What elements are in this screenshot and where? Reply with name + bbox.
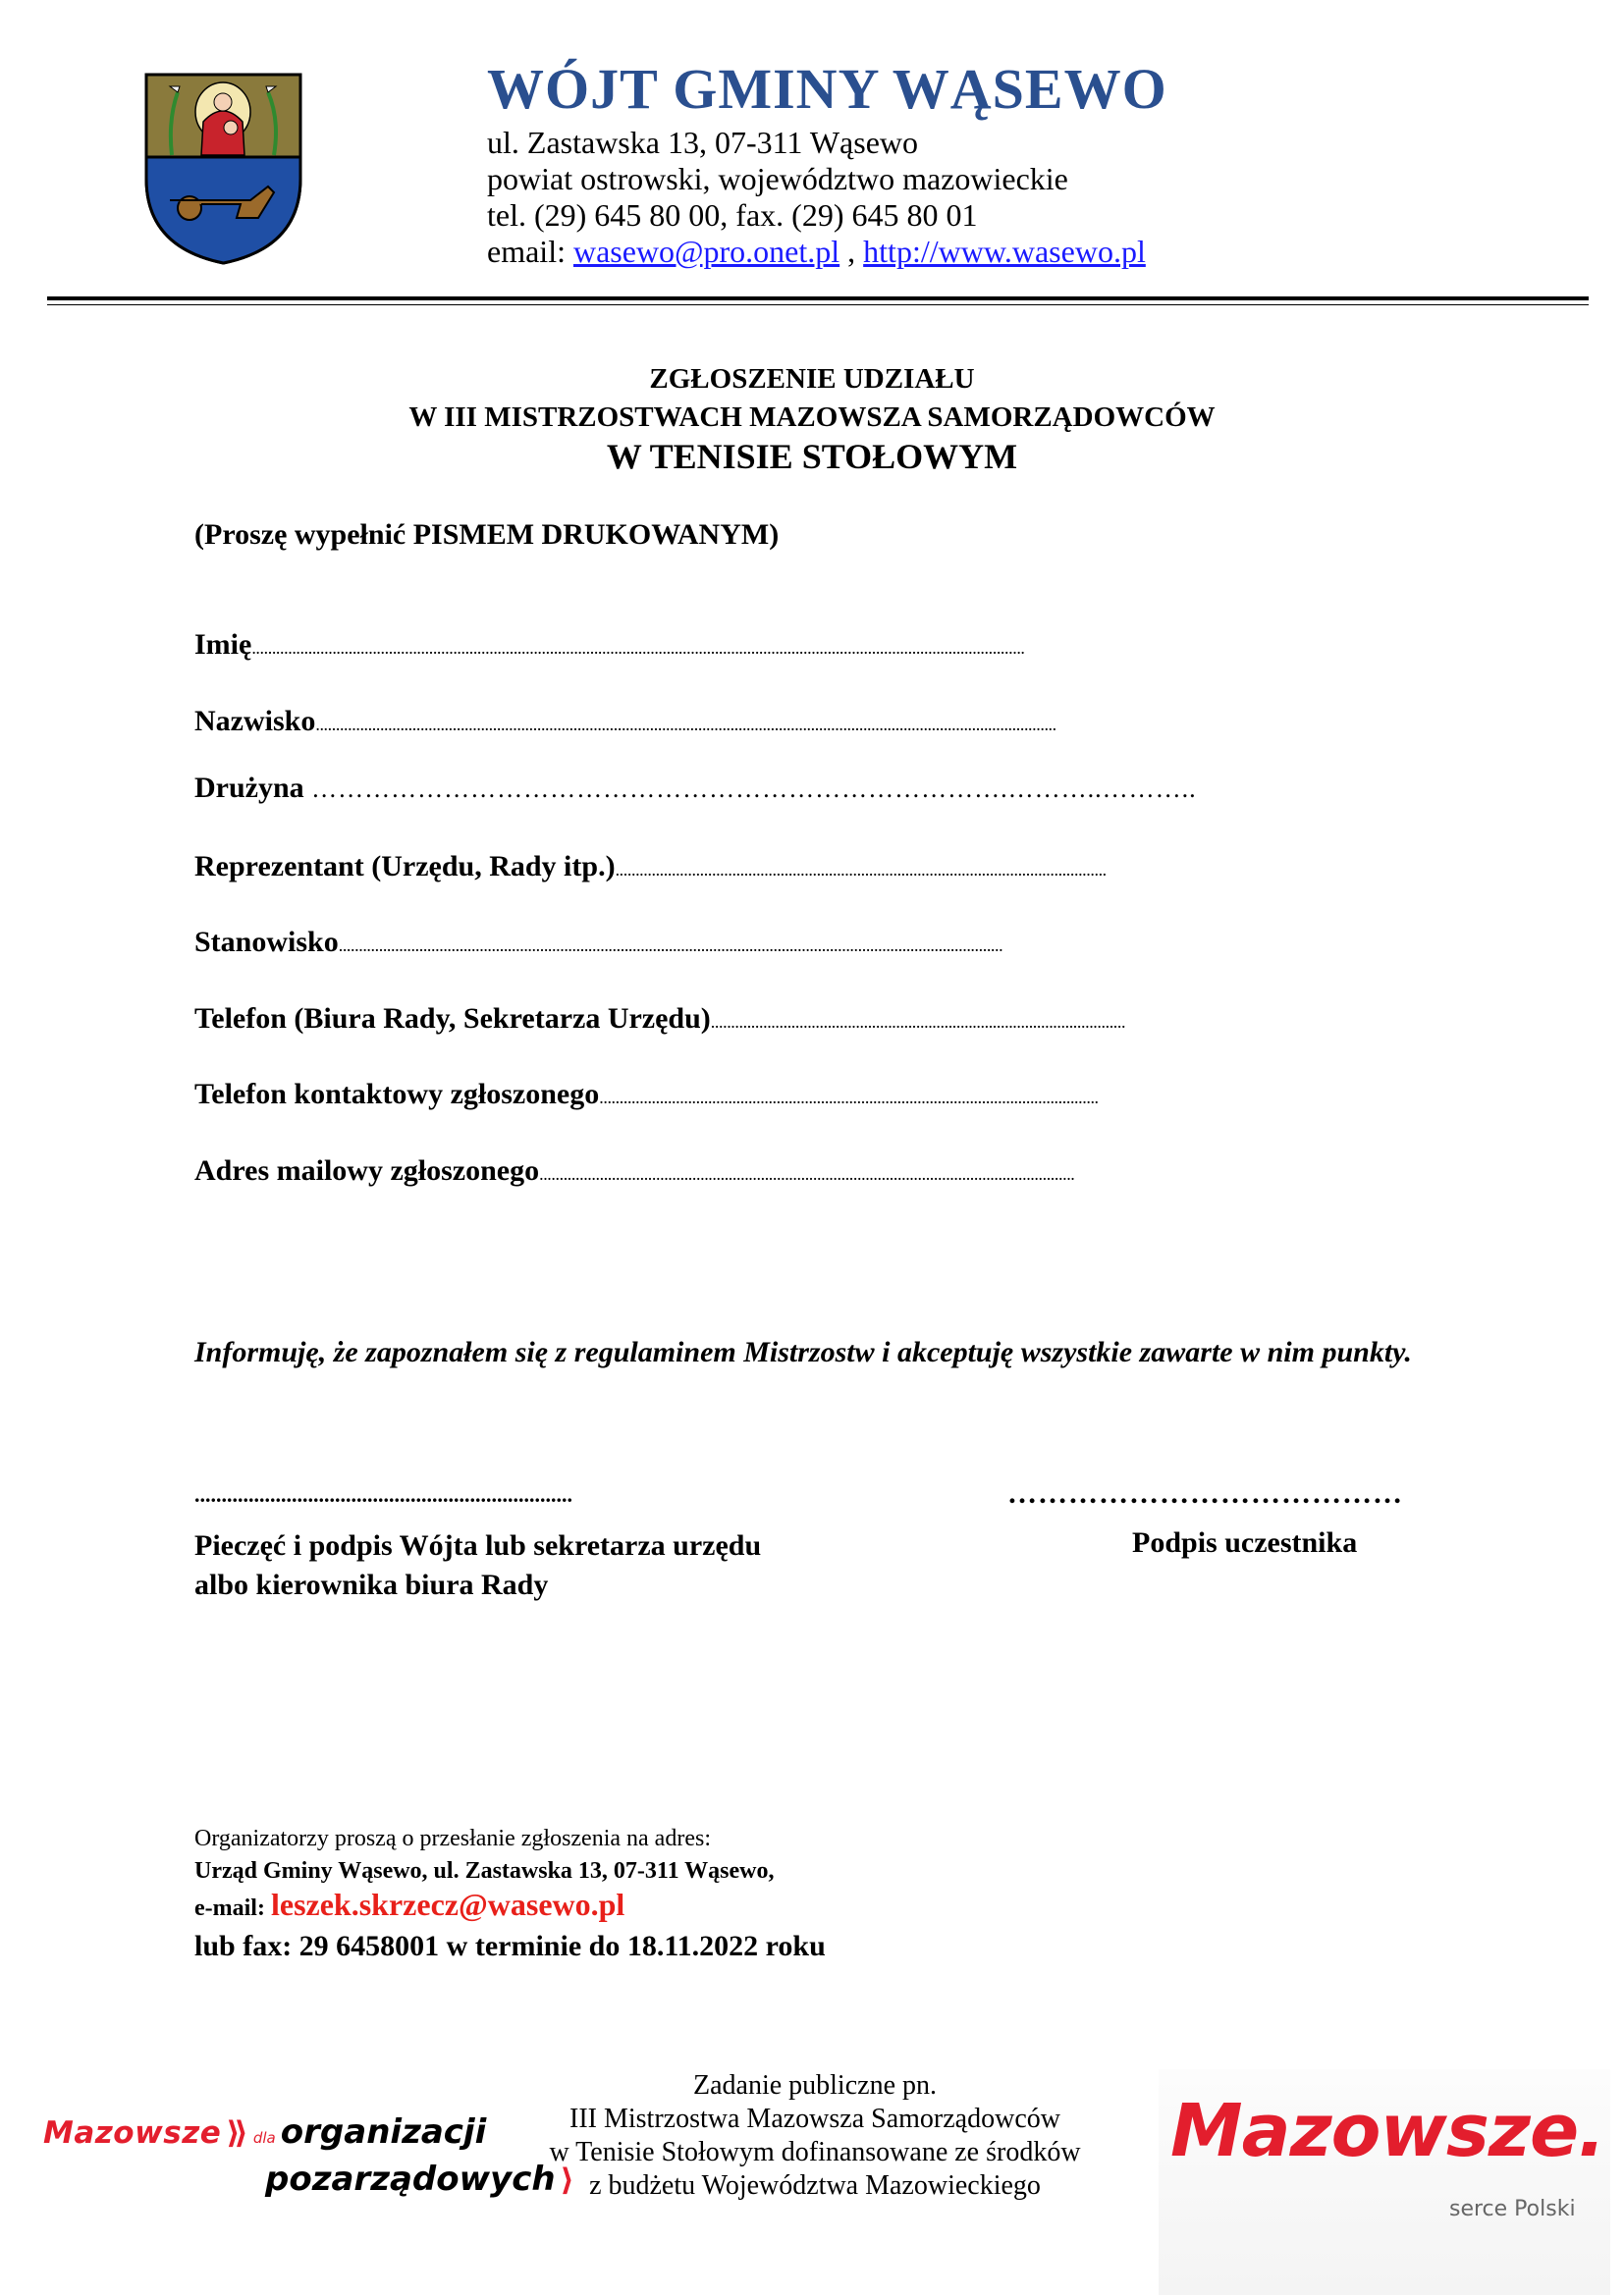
field-label: Nazwisko [194,705,316,737]
fill-dots: ........................................................................................................................................................................................ [315,715,1056,734]
organizer-deadline: lub fax: 29 6458001 w terminie do 18.11.2022 roku [194,1930,826,1962]
fill-dots: ....................................................................................................... [710,1012,1126,1032]
phone-line: tel. (29) 645 80 00, fax. (29) 645 80 01 [487,197,978,233]
logo-word-dla: dla [252,2129,276,2147]
fill-dots: .......................................................................................................................... [615,860,1107,880]
funding-line2: III Mistrzostwa Mazowsza Samorządowców [569,2104,1060,2134]
page-title: WÓJT GMINY WĄSEWO [487,57,1167,121]
organizer-email-label: e-mail: [194,1896,271,1921]
header-divider [47,296,1589,300]
field-label: Telefon (Biura Rady, Sekretarza Urzędu) [194,1002,711,1035]
fill-dots: ..................................................................................................................................... [539,1164,1075,1184]
chevron-icon: ⟩ [560,2163,574,2198]
link-separator: , [839,234,864,269]
funding-line1: Zadanie publiczne pn. [692,2070,937,2101]
field-team[interactable] [194,772,1197,805]
signature-caption-line1: Pieczęć i podpis Wójta lub sekretarza urzędu [194,1529,762,1562]
organizer-address: Urząd Gminy Wąsewo, ul. Zastawska 13, 07-311 Wąsewo, [194,1858,775,1884]
logo-word-organizacji: organizacji [280,2112,487,2152]
form-instruction: (Proszę wypełnić PISMEM DRUKOWANYM) [194,518,780,551]
logo-word-pozarzadowych: pozarządowych [265,2160,556,2199]
field-label: Reprezentant (Urzędu, Rady itp.) [194,850,616,882]
field-label: Stanowisko [194,926,339,958]
funding-note [511,2069,1119,2203]
signature-line-mayor[interactable]: ...................................................................... [194,1482,572,1507]
organizer-email-line [194,1887,624,1923]
region-line: powiat ostrowski, województwo mazowieckie [487,161,1068,196]
mazowsze-ngo-logo [43,2112,574,2199]
form-title-line1: ZGŁOSZENIE UDZIAŁU [649,363,975,395]
form-title-line2: W III MISTRZOSTWACH MAZOWSZA SAMORZĄDOWCÓW [408,401,1216,433]
regulations-statement: Informuję, że zapoznałem się z regulaminem Mistrzostw i akceptuję wszystkie zawarte w nim punkty. [194,1336,1412,1368]
funding-line4: z budżetu Województwa Mazowieckiego [589,2170,1041,2201]
header-divider-thin [47,304,1589,305]
fill-dots: …………………………………………………………………….………..……….. [311,774,1197,803]
signature-line-participant[interactable]: ………………………………… [1007,1477,1403,1510]
contact-line [487,234,1146,270]
signature-caption-mayor [194,1526,761,1605]
field-email[interactable] [194,1154,1074,1188]
logo-word-mazowsze: Mazowsze [43,2115,222,2151]
logo-word-mazowsze: Mazowsze. [1170,2089,1605,2173]
field-position[interactable] [194,926,1002,959]
address-line: ul. Zastawska 13, 07-311 Wąsewo [487,125,919,160]
field-first-name[interactable] [194,628,1025,662]
funding-line3: w Tenisie Stołowym dofinansowane ze środków [549,2137,1081,2167]
fill-dots: ................................................................................................................................................................................................ [251,638,1025,658]
field-label: Telefon kontaktowy zgłoszonego [194,1078,600,1110]
form-title-line3: W TENISIE STOŁOWYM [606,437,1018,476]
header-address [487,125,1146,270]
email-link[interactable]: wasewo@pro.onet.pl [572,234,840,269]
organizer-email[interactable]: leszek.skrzecz@wasewo.pl [270,1887,625,1922]
signature-caption-line2: albo kierownika biura Rady [194,1569,549,1601]
chevron-icon: ⟫ [226,2115,248,2151]
logo-tagline: serce Polski [1449,2197,1576,2221]
field-last-name[interactable] [194,705,1056,738]
field-contact-phone[interactable] [194,1078,1099,1111]
fill-dots: ............................................................................................................................ [599,1088,1099,1107]
field-label: Drużyna [194,772,312,804]
signature-caption-participant: Podpis uczestnika [1132,1526,1358,1559]
coat-of-arms-logo [142,71,304,267]
field-representative[interactable] [194,850,1107,883]
field-label: Imię [194,628,252,661]
website-link[interactable]: http://www.wasewo.pl [863,234,1146,269]
email-label: email: [487,234,573,269]
field-label: Adres mailowy zgłoszonego [194,1154,540,1187]
fill-dots: ..................................................................................................................................................................... [338,935,1003,955]
organizer-request: Organizatorzy proszą o przesłanie zgłoszenia na adres: [194,1826,711,1851]
mazowsze-serce-polski-logo [1159,2069,1610,2295]
field-office-phone[interactable] [194,1002,1125,1036]
